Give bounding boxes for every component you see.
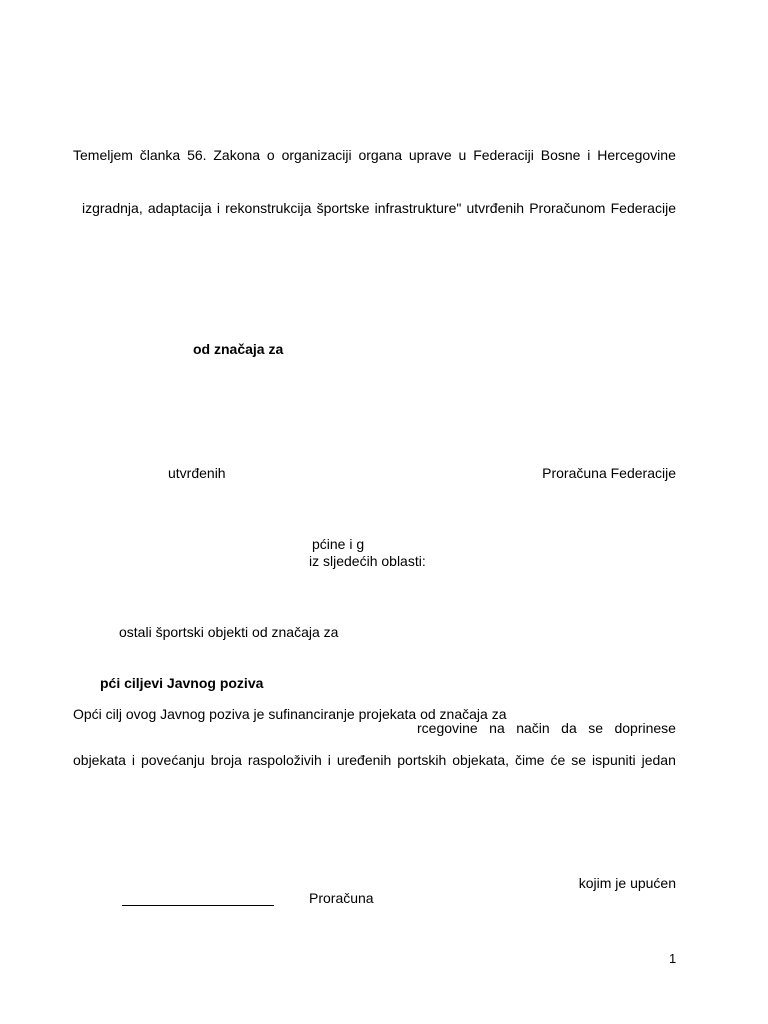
fragment-iz-sljedecih-oblasti: iz sljedećih oblasti:: [309, 553, 426, 569]
word: i: [587, 147, 591, 163]
word: utvrđenih: [466, 200, 525, 216]
signature-underline: [122, 905, 274, 906]
word: na: [489, 720, 505, 736]
word: jedan: [641, 752, 676, 768]
word: raspoloživih: [247, 752, 322, 768]
word: organa: [358, 147, 403, 163]
word: članka: [139, 147, 181, 163]
fragment-ostali-objekti: ostali športski objekti od značaja za: [119, 624, 339, 640]
paragraph-line-temeljem: [73, 147, 676, 163]
word: uprave: [408, 147, 452, 163]
word: će: [550, 752, 566, 768]
word: uređenih: [336, 752, 392, 768]
paragraph-line-opci-cilj: Opći cilj ovog Javnog poziva je sufinanciranje projekata od značaja za: [73, 706, 507, 722]
word: Zakona: [213, 147, 261, 163]
word: portskih: [397, 752, 447, 768]
word: organizaciji: [281, 147, 352, 163]
word: objekata: [73, 752, 126, 768]
fragment-pcine-i-g: pćine i g: [312, 536, 365, 552]
paragraph-line-izgradnja: [82, 200, 676, 216]
word: i: [327, 752, 331, 768]
word: Temeljem: [73, 147, 133, 163]
fragment-od-znacaja-za: od značaja za: [193, 341, 284, 357]
fragment-utvrdenih: utvrđenih: [168, 465, 226, 481]
word: se: [588, 720, 603, 736]
word: i: [216, 200, 220, 216]
fragment-proracuna: Proračuna: [309, 890, 374, 906]
fragment-kojim-je-upucen: kojim je upućen: [578, 875, 676, 891]
word: način: [516, 720, 550, 736]
word: broja: [210, 752, 242, 768]
word: i: [131, 752, 136, 768]
word: se: [571, 752, 587, 768]
word: Bosne: [540, 147, 581, 163]
word: rekonstrukcija: [225, 200, 312, 216]
fragment-proracuna-federacije: Proračuna Federacije: [542, 465, 676, 481]
word: rcegovine: [417, 720, 478, 736]
word: adaptacija: [147, 200, 212, 216]
word: objekata,: [452, 752, 510, 768]
page-number: 1: [669, 951, 677, 966]
word: infrastrukture": [374, 200, 462, 216]
word: povećanju: [140, 752, 205, 768]
section-heading-ciljevi: pći ciljevi Javnog poziva: [100, 675, 264, 691]
word: izgradnja,: [82, 200, 143, 216]
word: Federacije: [610, 200, 676, 216]
word: ispuniti: [592, 752, 636, 768]
word: športske: [316, 200, 370, 216]
word: Proračunom: [529, 200, 606, 216]
word: 56.: [187, 147, 207, 163]
paragraph-line-objekata: [73, 752, 676, 768]
word: doprinese: [614, 720, 676, 736]
word: o: [266, 147, 275, 163]
word: Hercegovine: [597, 147, 676, 163]
word: u: [458, 147, 467, 163]
paragraph-line-rcegovine: [417, 720, 676, 736]
word: Federaciji: [473, 147, 534, 163]
word: da: [561, 720, 577, 736]
word: čime: [515, 752, 545, 768]
